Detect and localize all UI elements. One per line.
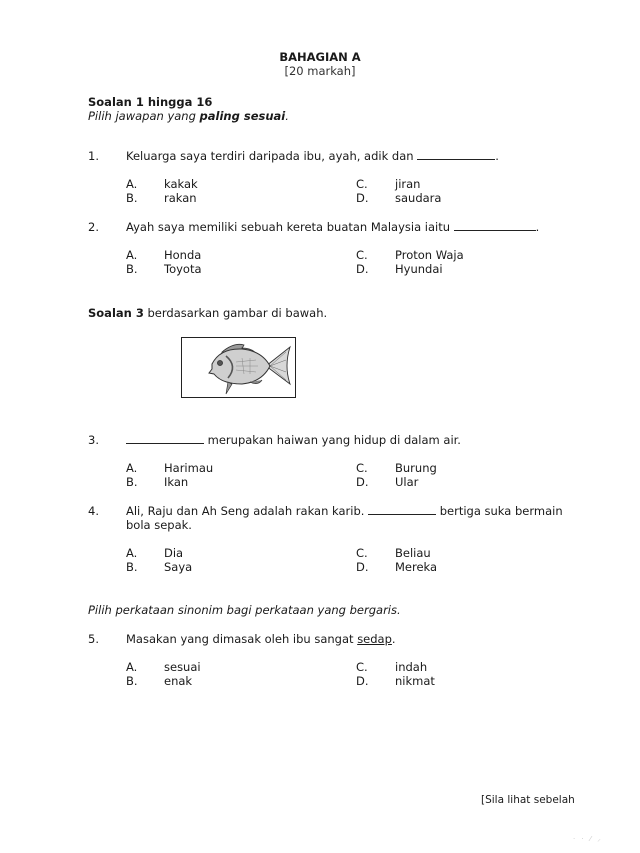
option-letter: B. xyxy=(126,475,138,489)
question-5-text xyxy=(126,632,396,646)
option-letter: D. xyxy=(356,674,369,688)
question-1-number: 1. xyxy=(88,149,99,163)
picture-intro-rest: berdasarkan gambar di bawah. xyxy=(143,306,328,320)
option-text: Toyota xyxy=(164,262,202,276)
option-letter: A. xyxy=(126,461,138,475)
picture-intro-bold: Soalan 3 xyxy=(88,306,144,320)
option-letter: A. xyxy=(126,546,138,560)
option-text: Honda xyxy=(164,248,202,262)
question-2-number: 2. xyxy=(88,220,99,234)
option-text: Burung xyxy=(395,461,437,475)
picture-intro xyxy=(88,306,327,320)
option-text: jiran xyxy=(395,177,421,191)
option-letter: B. xyxy=(126,560,138,574)
underlined-word: sedap xyxy=(357,632,392,646)
option-text: Beliau xyxy=(395,546,431,560)
option-text: Proton Waja xyxy=(395,248,464,262)
question-4-text-line2: bola sepak. xyxy=(126,518,192,532)
option-text: Hyundai xyxy=(395,262,443,276)
answer-blank xyxy=(126,433,204,444)
option-text: Harimau xyxy=(164,461,214,475)
option-text: saudara xyxy=(395,191,442,205)
question-range: Soalan 1 hingga 16 xyxy=(88,95,213,109)
option-letter: D. xyxy=(356,262,369,276)
option-text: Ikan xyxy=(164,475,189,489)
option-text: enak xyxy=(164,674,193,688)
option-letter: B. xyxy=(126,262,138,276)
question-5-text-before: Masakan yang dimasak oleh ibu sangat xyxy=(126,632,358,646)
next-page-note: [Sila lihat sebelah xyxy=(481,794,575,806)
question-4-text-after: bertiga suka bermain xyxy=(436,504,563,518)
question-2-text-before: Ayah saya memiliki sebuah kereta buatan Malaysia iaitu xyxy=(126,220,454,234)
question-3-text-after: merupakan haiwan yang hidup di dalam air. xyxy=(204,433,461,447)
option-letter: C. xyxy=(356,248,368,262)
question-4-text-before: Ali, Raju dan Ah Seng adalah rakan karib. xyxy=(126,504,369,518)
instruction-line xyxy=(88,109,289,123)
answer-blank xyxy=(417,149,495,160)
option-letter: D. xyxy=(356,475,369,489)
option-letter: C. xyxy=(356,546,368,560)
option-letter: D. xyxy=(356,191,369,205)
option-letter: C. xyxy=(356,177,368,191)
instruction-prefix: Pilih jawapan yang xyxy=(88,109,200,123)
question-4-text xyxy=(126,504,563,518)
option-text: sesuai xyxy=(164,660,201,674)
option-letter: D. xyxy=(356,560,369,574)
option-letter: C. xyxy=(356,461,368,475)
question-2-text xyxy=(126,220,539,234)
option-text: Mereka xyxy=(395,560,438,574)
instruction-suffix: . xyxy=(285,109,289,123)
option-letter: A. xyxy=(126,177,138,191)
option-letter: B. xyxy=(126,191,138,205)
synonym-instruction: Pilih perkataan sinonim bagi perkataan yang bergaris. xyxy=(88,603,401,617)
option-text: Dia xyxy=(164,546,184,560)
option-text: rakan xyxy=(164,191,197,205)
option-letter: C. xyxy=(356,660,368,674)
option-text: nikmat xyxy=(395,674,435,688)
section-marks: [20 markah] xyxy=(284,64,356,78)
option-text: Saya xyxy=(164,560,193,574)
option-letter: A. xyxy=(126,660,138,674)
fish-icon xyxy=(182,338,294,396)
question-5-number: 5. xyxy=(88,632,99,646)
question-5-text-after: . xyxy=(391,632,396,646)
question-3-text xyxy=(126,433,461,447)
answer-blank xyxy=(454,220,536,231)
question-1-text xyxy=(126,149,499,163)
option-letter: B. xyxy=(126,674,138,688)
question-4-number: 4. xyxy=(88,504,99,518)
section-title: BAHAGIAN A xyxy=(279,50,361,64)
answer-blank xyxy=(368,504,436,515)
fish-picture-frame xyxy=(181,337,296,398)
question-3-number: 3. xyxy=(88,433,99,447)
scan-artifact: · · ⁄ ⸝ xyxy=(573,835,603,843)
option-text: indah xyxy=(395,660,428,674)
instruction-emphasis: paling sesuai xyxy=(199,109,286,123)
question-2-text-after: . xyxy=(535,220,540,234)
question-1-text-before: Keluarga saya terdiri daripada ibu, ayah, adik dan xyxy=(126,149,418,163)
option-text: Ular xyxy=(395,475,419,489)
option-letter: A. xyxy=(126,248,138,262)
option-text: kakak xyxy=(164,177,198,191)
question-1-text-after: . xyxy=(495,149,499,163)
